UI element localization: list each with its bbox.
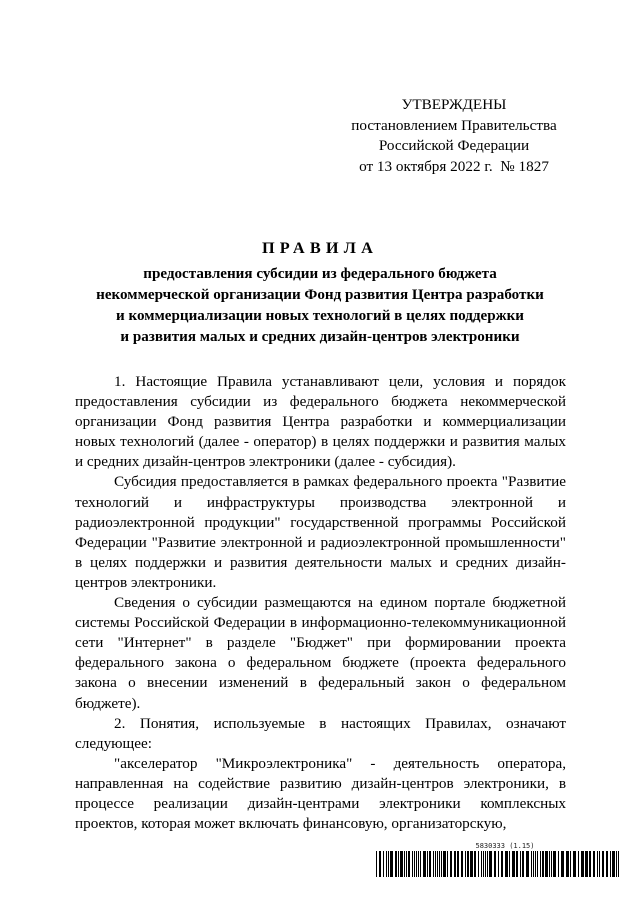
subtitle-line: некоммерческой организации Фонд развития Центра разработки bbox=[96, 287, 544, 303]
subtitle-line: и развития малых и средних дизайн-центров электроники bbox=[120, 329, 520, 345]
approval-date-number: от 13 октября 2022 г. № 1827 bbox=[359, 157, 549, 175]
paragraph-accelerator-definition: "акселератор "Микроэлектроника" - деятельность оператора, направленная на содействие развитию дизайн-центров электроники, в процессе реализации дизайн-центрами электроники комплексных проектов, которая может включать финансовую, организаторскую, bbox=[75, 754, 566, 833]
paragraph-1-purpose: 1. Настоящие Правила устанавливают цели, условия и порядок предоставления субсидии из федерального бюджета некоммерческой организации Фонд развития Центра разработки и коммерциализации новых технологий (далее - оператор) в целях поддержки и развития малых и средних дизайн-центров электроники (далее - субсидия). bbox=[75, 373, 566, 471]
subtitle-line: предоставления субсидии из федерального бюджета bbox=[143, 266, 497, 282]
barcode-image bbox=[376, 851, 620, 877]
rules-subtitle bbox=[80, 264, 560, 348]
approval-decree-line: постановлением Правительства bbox=[351, 116, 557, 134]
paragraph-2-definitions: 2. Понятия, используемые в настоящих Правилах, означают следующее: bbox=[75, 714, 566, 752]
document-code: 5830333 (1.15) bbox=[475, 842, 535, 850]
subtitle-line: и коммерциализации новых технологий в целях поддержки bbox=[116, 308, 524, 324]
approval-heading: УТВЕРЖДЕНЫ bbox=[401, 96, 507, 113]
paragraph-federal-project: Субсидия предоставляется в рамках федерального проекта "Развитие технологий и инфраструктуры производства электронной и радиоэлектронной продукции" государственной программы Российской Федерации "Развитие электронной и радиоэлектронной промышленности" в целях поддержки и развития деятельности малых и средних дизайн-центров электроники. bbox=[75, 473, 566, 591]
approval-government-line: Российской Федерации bbox=[378, 137, 530, 154]
paragraph-budget-portal: Сведения о субсидии размещаются на едином портале бюджетной системы Российской Федерации в информационно-телекоммуникационной сети "Интернет" в разделе "Бюджет" при формировании проекта федерального закона о федеральном бюджете (проекта федерального закона о внесении изменений в федеральный закон о федеральном бюджете). bbox=[75, 594, 566, 712]
approval-block bbox=[340, 95, 568, 177]
rules-body bbox=[75, 372, 566, 834]
rules-title: ПРАВИЛА bbox=[261, 238, 379, 257]
